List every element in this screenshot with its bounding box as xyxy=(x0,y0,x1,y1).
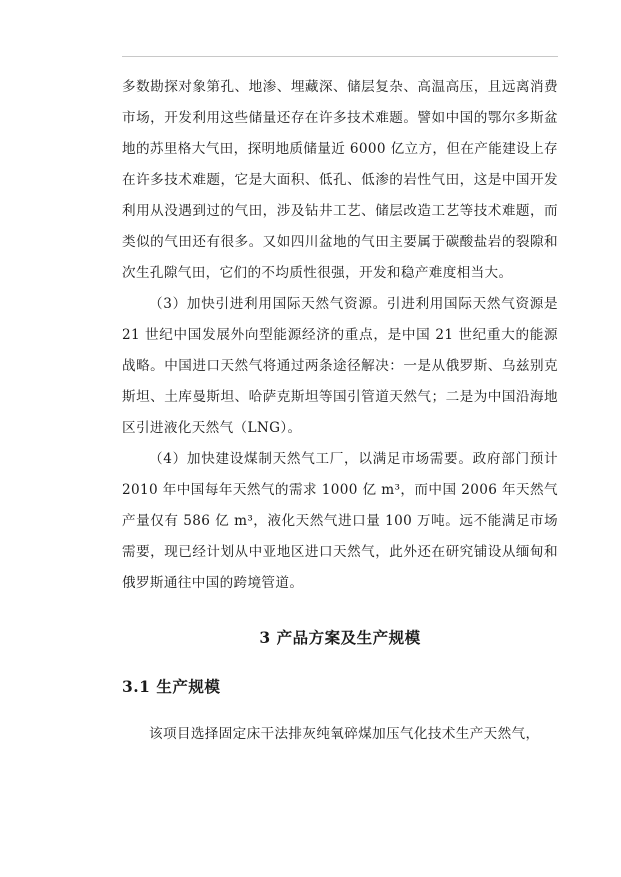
paragraph-coal-to-gas-plants: （4）加快建设煤制天然气工厂，以满足市场需要。政府部门预计 2010 年中国每年天然气的需求 1000 亿 m³，而中国 2006 年天然气产量仅有 586 亿 m³，液化天然气进口量 100 万吨。远不能满足市场需要，现已经计划从中亚地区进口天然气，此外还在研究铺设从缅甸和俄罗斯通往中国的跨境管道。 xyxy=(122,451,558,591)
page-header-rule xyxy=(122,56,558,57)
paragraph-production-scale: 该项目选择固定床干法排灰纯氧碎煤加压气化技术生产天然气， xyxy=(149,726,540,742)
subsection-heading: 3.1 生产规模 xyxy=(122,677,221,696)
paragraph-import-international-gas: （3）加快引进利用国际天然气资源。引进利用国际天然气资源是 21 世纪中国发展外向型能源经济的重点，是中国 21 世纪重大的能源战略。中国进口天然气将通过两条途径解决：一是从俄罗斯、乌兹别克斯坦、土库曼斯坦、哈萨克斯坦等国引管道天然气；二是为中国沿海地区引进液化天然气（LNG）。 xyxy=(122,296,558,436)
paragraph-reserves-difficulties: 多数勘探对象第孔、地渗、埋藏深、储层复杂、高温高压，且远离消费市场，开发利用这些储量还存在许多技术难题。譬如中国的鄂尔多斯盆地的苏里格大气田，探明地质储量近 6000 亿立方，但在产能建设上存在许多技术难题，它是大面积、低孔、低渗的岩性气田，这是中国开发利用从没遇到过的气田，涉及钻井工艺、储层改造工艺等技术难题，而类似的气田还有很多。又如四川盆地的气田主要属于碳酸盐岩的裂隙和次生孔隙气田，它们的不均质性很强，开发和稳产难度相当大。 xyxy=(122,79,558,281)
section-heading: 3 产品方案及生产规模 xyxy=(259,628,421,647)
document-page xyxy=(122,72,558,750)
